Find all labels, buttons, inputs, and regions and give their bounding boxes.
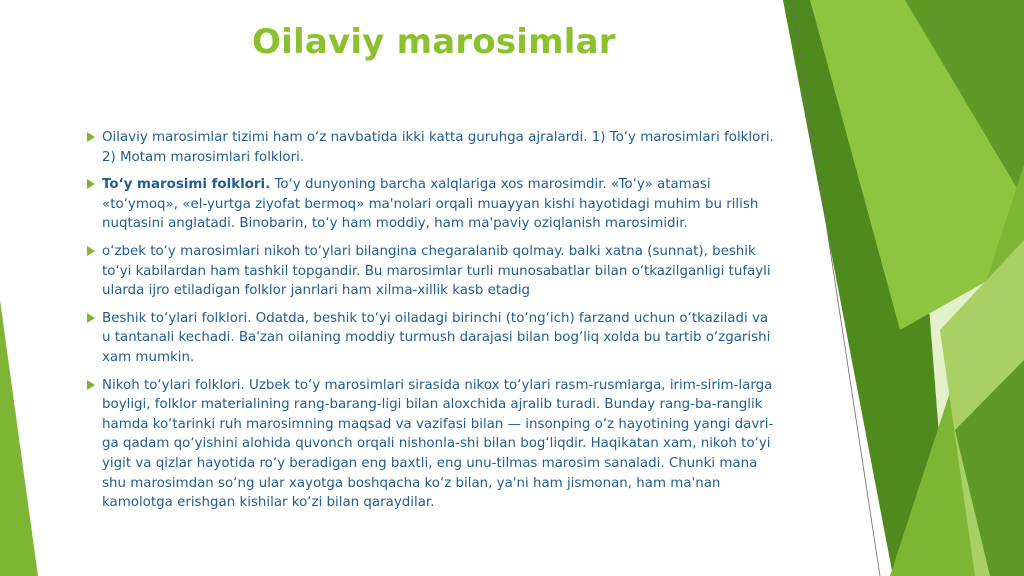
bullet-arrow-icon [87,132,95,142]
bullet-text: Oilaviy marosimlar tizimi ham o‘z navbatida ikki katta guruhga ajralardi. 1) To‘y marosimlari folklori. 2) Motam marosimlari folklori. [102,130,774,165]
bullet-list [88,128,778,521]
bullet-text: To‘y dunyoning barcha xalqlariga xos marosimdir. «To‘y» atamasi «to‘ymoq», «el-yurtga ziyofat bermoq» ma'nolari orqali muayyan kishi hayotidagi muhim bu rilish nuqtasini anglatadi. Binobarin, to‘y ham moddiy, ham ma'paviy oziqlanish marosimidir. [102,177,759,232]
bullet-text: o‘zbek to‘y marosimlari nikoh to‘ylari bilangina chegaralanib qolmay. balki xatna (sunnat), beshik to‘yi kabilardan ham tashkil topgandir. Bu marosimlar turli munosabatlar bilan o‘tkazilganligi tufayli ularda ijro etiladigan folklor janrlari ham xilma-xillik kasb etadig [102,243,771,299]
bullet-item [88,128,778,167]
bullet-lead: To‘y marosimi folklori. [102,177,271,193]
bullet-arrow-icon [87,179,95,189]
bullet-item [88,376,778,513]
bullet-arrow-icon [87,313,95,323]
left-accent-shape [0,300,38,576]
bullet-item [88,175,778,234]
bullet-item [88,309,778,368]
bullet-text: Beshik to‘ylari folklori. Odatda, beshik to‘yi oiladagi birinchi (to‘ng‘ich) farzand uchun o‘tkaziladi va u tantanali kechadi. Ba'zan oilaning moddiy turmush darajasi bilan bog‘liq xolda bu tartib o‘zgarishi xam mumkin. [102,310,771,365]
bullet-arrow-icon [87,246,95,256]
bullet-arrow-icon [87,380,95,390]
slide-title: Oilaviy marosimlar [252,22,616,62]
bullet-text: Nikoh to‘ylari folklori. Uzbek to‘y marosimlari sirasida nikox to‘ylari rasm-rusmlarga, irim-sirim-larga boyligi, folklor materialining rang-barang-ligi bilan aloxchida ajralib turadi. Bunday rang-ba-ranglik hamda ko‘tarinki ruh marosimning maqsad va vazifasi bilan — insonping o‘z hayotining yangi davri-ga qadam qo‘yishini alohida quvonch orqali nishonla-shi bilan bog‘liqdir. Haqikatan xam, nikoh to‘yi yigit va qizlar hayotida ro‘y beradigan eng baxtli, eng unu-tilmas marosim sanaladi. Chunki mana shu marosimdan so‘ng ular xayotga boshqacha ko‘z bilan, ya'ni ham jismonan, ham ma'nan kamolotga erishgan kishilar ko‘zi bilan qaraydilar. [102,377,774,511]
bullet-item [88,242,778,301]
